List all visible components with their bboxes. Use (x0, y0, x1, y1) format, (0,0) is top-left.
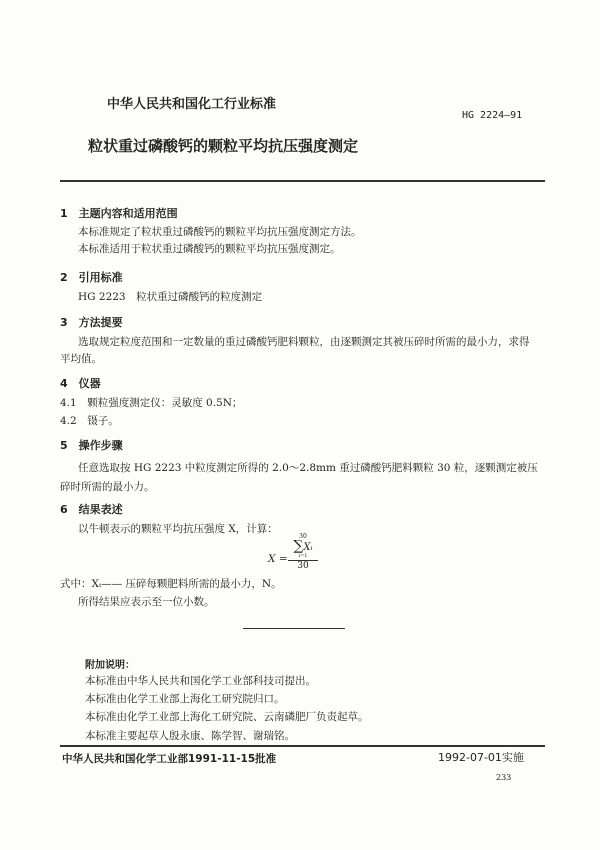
note-line: 本标准主要起草人殷永康、陈学智、谢瑞铭。 (85, 730, 295, 742)
effective-date: 1992-07-01实施 (438, 751, 524, 764)
end-rule (243, 628, 345, 629)
section-1-line: 本标准规定了粒状重过磷酸钙的颗粒平均抗压强度测定方法。 (78, 226, 362, 238)
section-1-line: 本标准适用于粒状重过磷酸钙的颗粒平均抗压强度测定。 (78, 243, 341, 255)
formula-upper: 30 (299, 533, 307, 540)
note-line: 本标准由中华人民共和国化学工业部科技司提出。 (85, 675, 316, 687)
title-rule (60, 180, 545, 182)
formula (288, 534, 318, 571)
note-line: 本标准由化学工业部上海化工研究院归口。 (85, 693, 285, 705)
issuing-org: 中华人民共和国化工行业标准 (107, 97, 277, 112)
section-2-line: HG 2223 粒状重过磷酸钙的粒度测定 (78, 291, 263, 303)
section-2-heading: 2 引用标准 (60, 271, 123, 284)
note-line: 本标准由化学工业部上海化工研究院、云南磷肥厂负责起草。 (85, 711, 369, 723)
formula-lower: i=1 (298, 553, 308, 559)
section-5-line: 任意选取按 HG 2223 中粒度测定所得的 2.0～2.8mm 重过磷酸钙肥料颗粒 30 粒，逐颗测定被压 (78, 462, 538, 474)
section-5-line: 碎时所需的最小力。 (60, 481, 155, 493)
standard-number: HG 2224—91 (462, 110, 523, 121)
section-4-heading: 4 仪器 (60, 377, 101, 390)
section-6-line: 以牛顿表示的颗粒平均抗压强度 X，计算： (78, 523, 278, 535)
section-4-item: 4.2 镊子。 (60, 415, 119, 427)
formula-denominator: 30 (288, 560, 318, 571)
section-6-line: 式中：Xᵢ—— 压碎每颗肥料所需的最小力，N。 (60, 578, 282, 590)
section-5-heading: 5 操作步骤 (60, 439, 123, 452)
section-6-heading: 6 结果表述 (60, 503, 123, 516)
document-title: 粒状重过磷酸钙的颗粒平均抗压强度测定 (88, 137, 359, 155)
formula-lhs: X = (268, 553, 288, 565)
notes-title: 附加说明： (85, 660, 135, 671)
section-3-line: 平均值。 (60, 353, 102, 365)
footer-rule (60, 745, 545, 747)
section-3-heading: 3 方法提要 (60, 316, 123, 329)
section-6-line: 所得结果应表示至一位小数。 (78, 596, 215, 608)
sum-symbol: ∑Xᵢ (293, 538, 313, 554)
section-4-item: 4.1 颗粒强度测定仪：灵敏度 0.5N； (60, 397, 243, 409)
section-3-line: 选取规定粒度范围和一定数量的重过磷酸钙肥料颗粒，由逐颗测定其被压碎时所需的最小力，求得 (78, 336, 530, 348)
approval-date: 中华人民共和国化学工业部1991-11-15批准 (62, 753, 277, 765)
section-1-heading: 1 主题内容和适用范围 (60, 207, 178, 220)
page-number: 233 (496, 773, 512, 782)
